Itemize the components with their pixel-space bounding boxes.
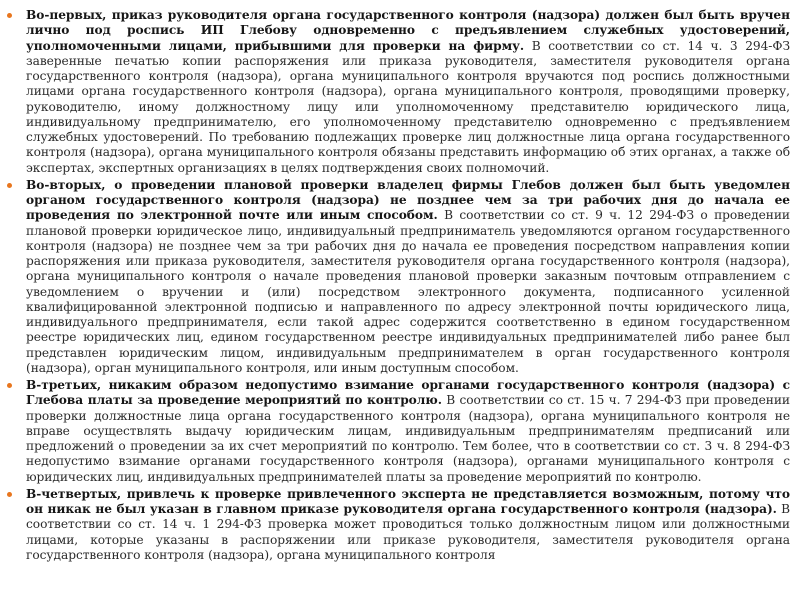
list-item xyxy=(26,487,790,563)
bullet-dot-icon xyxy=(7,492,12,497)
bullet-dot-icon xyxy=(7,183,12,188)
item-body-text: В соответствии со ст. 14 ч. 1 294-ФЗ проверка может проводиться только должностным лицом или должностными лицами, которые указаны в распоряжении или приказе руководителя, заместителя руководителя органа государственного контроля (надзора), органа муниципального контроля xyxy=(26,502,791,562)
item-lead-text: Во-вторых, о проведении плановой проверки владелец фирмы Глебов должен был быть уведомлен органом государственного контроля (надзора) не позднее чем за три рабочих дня до начала ее проведения по электронной почте или иным способом. xyxy=(26,177,790,223)
item-lead-text: Во-первых, приказ руководителя органа государственного контроля (надзора) должен был быть вручен лично под роспись ИП Глебову одновременно с предъявлением служебных удостоверений, уполномоченными лицами, прибывшими для проверки на фирму. xyxy=(26,8,790,53)
item-lead-text: В-третьих, никаким образом недопустимо взимание органами государственного контроля (надзора) с Глебова платы за проведение мероприятий по контролю. xyxy=(26,378,790,408)
item-body-text: В соответствии со ст. 14 ч. 3 294-ФЗ заверенные печатью копии распоряжения или приказа руководителя, заместителя руководителя органа государственного контроля (надзора), органа муниципального контроля вручаются под роспись должностными лицами органа государственного контроля (надзора), органа муниципального контроля, проводящими проверку, руководителю, иному должностному лицу или уполномоченному представителю юридического лица, индивидуальному предпринимателю, его уполномоченному представителю одновременно с предъявлением служебных удостоверений. По требованию подлежащих проверке лиц должностные лица органа государственного контроля (надзора), органа муниципального контроля обязаны представить информацию об этих органах, а также об экспертах, экспертных организациях в целях подтверждения своих полномочий. xyxy=(26,38,790,175)
bullet-dot-icon xyxy=(7,13,12,18)
item-body-text: В соответствии со ст. 15 ч. 7 294-ФЗ при проведении проверки должностные лица органа государственного контроля (надзора), органа муниципального контроля не вправе осуществлять выдачу юридическим лицам, индивидуальным предпринимателям предписаний или предложений о проведении за их счет мероприятий по контролю. Тем более, что в соответствии со ст. 3 ч. 8 294-ФЗ недопустимо взимание органами государственного контроля (надзора), органами муниципального контроля с юридических лиц, индивидуальных предпринимателей платы за проведение мероприятий по контролю. xyxy=(26,393,790,484)
item-lead-text: В-четвертых, привлечь к проверке привлеченного эксперта не представляется возможным, потому что он никак не был указан в главном приказе руководителя органа государственного контроля (надзора). xyxy=(26,486,790,516)
list-item xyxy=(26,178,790,376)
item-body-text: В соответствии со ст. 9 ч. 12 294-ФЗ о проведении плановой проверки юридическое лицо, индивидуальный предприниматель уведомляются органом государственного контроля (надзора) не позднее чем за три рабочих дня до начала ее проведения посредством направления копии распоряжения или приказа руководителя, заместителя руководителя органа государственного контроля (надзора), органа муниципального контроля о начале проведения плановой проверки заказным почтовым отправлением с уведомлением о вручении и (или) посредством электронного документа, подписанного усиленной квалифицированной электронной подписью и направленного по адресу электронной почты юридического лица, индивидуального предпринимателя, если такой адрес содержится соответственно в едином государственном реестре юридических лиц, едином государственном реестре индивидуальных предпринимателей либо ранее был представлен юридическим лицом, индивидуальным предпринимателем в орган государственного контроля (надзора), орган муниципального контроля, или иным доступным способом. xyxy=(26,208,790,375)
list-item xyxy=(26,8,790,176)
list-item xyxy=(26,378,790,485)
bullet-list xyxy=(26,8,790,563)
bullet-dot-icon xyxy=(7,383,12,388)
